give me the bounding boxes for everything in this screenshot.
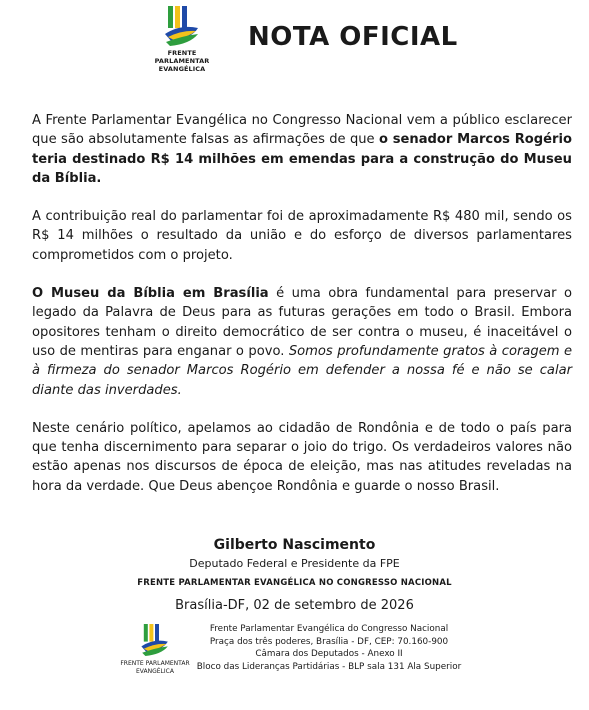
paragraph-1-text: A Frente Parlamentar Evangélica no Congresso Nacional vem a público esclarecer que são absolutamente falsas as afirmações de que bbox=[32, 113, 572, 148]
footer-address bbox=[196, 623, 462, 673]
paragraph-4: Neste cenário político, apelamos ao cidadão de Rondônia e de todo o país para que tenha discernimento para separar o joio do trigo. Os verdadeiros valores não estão apenas nos discursos de época de eleição, mas nas atitudes reveladas na hora da verdade. Que Deus abençoe Rondônia e guarde o nosso Brasil. bbox=[32, 420, 572, 494]
footer-logo-text-line1: FRENTE PARLAMENTAR bbox=[120, 660, 190, 667]
footer-logo-text bbox=[118, 660, 192, 676]
signatory-organization: FRENTE PARLAMENTAR EVANGÉLICA NO CONGRESSO NACIONAL bbox=[137, 578, 452, 588]
address-line: Frente Parlamentar Evangélica do Congresso Nacional bbox=[209, 624, 449, 634]
address-line: Praça dos três poderes, Brasília - DF, CEP: 70.160-900 bbox=[209, 636, 449, 647]
address-line: Bloco das Lideranças Partidárias - BLP sala 131 Ala Superior bbox=[196, 661, 462, 672]
footer-logo bbox=[118, 622, 192, 676]
paragraph-2: A contribuição real do parlamentar foi de aproximadamente R$ 480 mil, sendo os R$ 14 milhões o resultado da união e do esforço de diversos parlamentares comprometidos com o projeto. bbox=[32, 209, 572, 263]
paragraph-3 bbox=[32, 284, 572, 400]
paragraph-1-bold: o senador Marcos Rogério teria destinado R$ 14 milhões em emendas para a construção do Museu da Bíblia. bbox=[32, 132, 572, 186]
logo-text-line2: EVANGÉLICA bbox=[158, 65, 206, 73]
header bbox=[0, 0, 589, 80]
signatory-name: Gilberto Nascimento bbox=[213, 537, 376, 553]
fpe-logo-icon bbox=[162, 4, 202, 48]
page-title: NOTA OFICIAL bbox=[248, 22, 458, 52]
paragraph-3-italic: Somos profundamente gratos à coragem e à firmeza do senador Marcos Rogério em defender a nossa fé e não se calar diante das inverdades. bbox=[32, 343, 572, 398]
signature-block bbox=[0, 536, 589, 614]
signatory-role: Deputado Federal e Presidente da FPE bbox=[189, 557, 400, 570]
fpe-logo bbox=[140, 4, 224, 73]
address-line: Câmara dos Deputados - Anexo II bbox=[255, 649, 403, 659]
fpe-logo-icon bbox=[139, 622, 171, 658]
document-date: Brasília-DF, 02 de setembro de 2026 bbox=[175, 598, 414, 613]
paragraph-3-text: é uma obra fundamental para preservar o legado da Palavra de Deus para as futuras gerações em todo o Brasil. Embora opositores tenham o direito democrático de ser contra o museu, é inaceitável o uso de mentiras para enganar o povo. bbox=[32, 286, 573, 359]
paragraph-1 bbox=[32, 111, 572, 188]
paragraph-3-bold: O Museu da Bíblia em Brasília bbox=[32, 286, 269, 302]
logo-text bbox=[140, 49, 224, 73]
logo-text-line1: FRENTE PARLAMENTAR bbox=[154, 49, 210, 65]
statement-body bbox=[32, 111, 572, 515]
footer-logo-text-line2: EVANGÉLICA bbox=[136, 668, 174, 675]
